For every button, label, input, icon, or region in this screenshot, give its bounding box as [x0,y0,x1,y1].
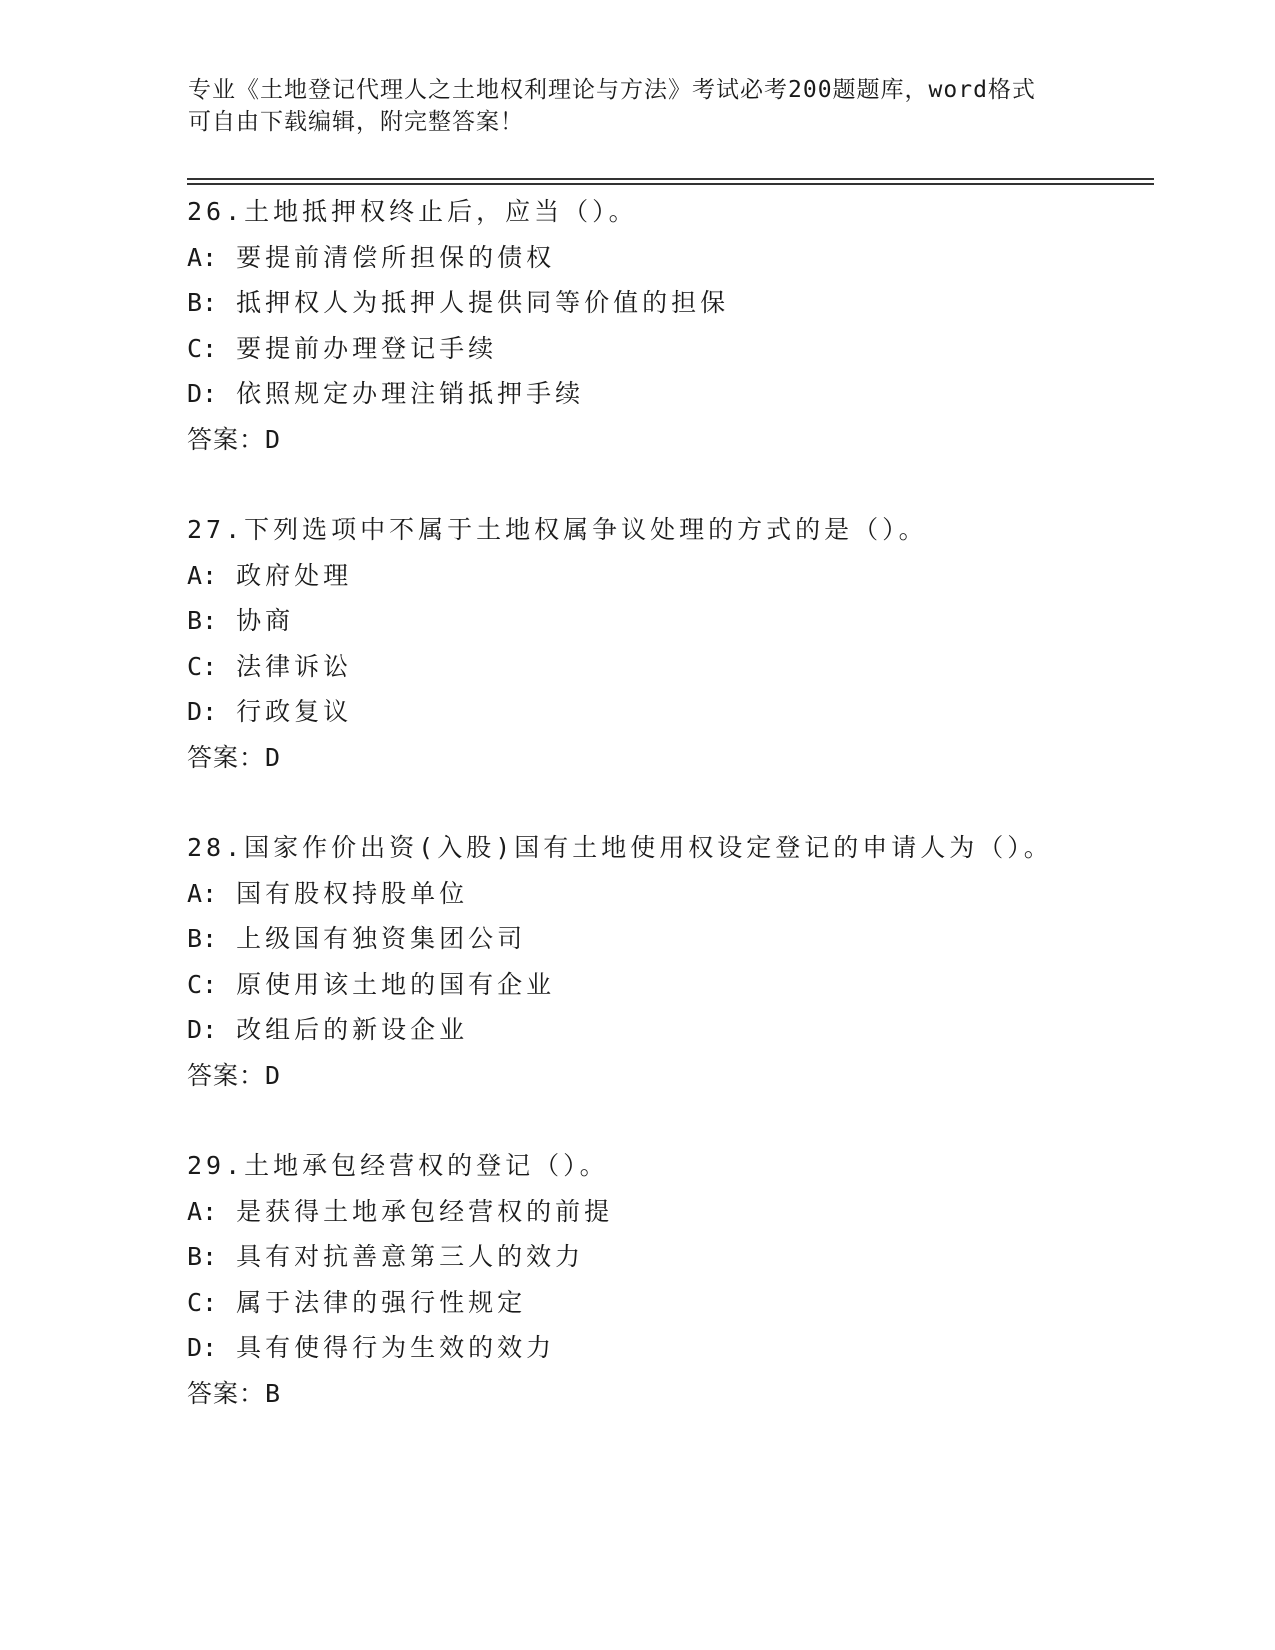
option-text: 改组后的新设企业 [236,1015,469,1044]
option-a [187,871,1147,917]
option-text: 属于法律的强行性规定 [236,1287,527,1317]
option-c [187,962,1147,1008]
question-stem: 27.下列选项中不属于土地权属争议处理的方式的是（）。 [187,515,928,544]
document-header [188,74,1088,138]
option-letter: D: [187,697,218,726]
header-divider-top [187,178,1154,180]
option-text: 具有对抗善意第三人的效力 [236,1242,585,1271]
header-divider-bottom [187,183,1154,185]
option-text: 上级国有独资集团公司 [236,924,527,953]
option-d [187,1325,1147,1371]
option-letter: B: [187,288,218,317]
option-text: 国有股权持股单位 [236,878,469,908]
option-text: 法律诉讼 [236,651,353,681]
option-letter: C: [187,969,218,999]
option-b [187,280,1147,326]
question-stem: 26.土地抵押权终止后，应当（）。 [187,197,638,226]
option-c [187,644,1147,690]
question-list [187,189,1147,1461]
question-27 [187,507,1147,780]
option-d [187,689,1147,735]
option-c [187,1280,1147,1326]
answer-line [187,1053,1147,1099]
answer-label: 答案： [187,1060,266,1090]
option-letter: C: [187,1287,218,1317]
option-d [187,1007,1147,1053]
option-letter: A: [187,878,218,908]
answer-line [187,735,1147,781]
option-letter: C: [187,333,218,363]
option-text: 原使用该土地的国有企业 [236,969,556,999]
option-letter: A: [187,560,218,590]
option-letter: D: [187,1333,218,1362]
option-letter: A: [187,1196,218,1226]
question-29 [187,1143,1147,1416]
option-text: 抵押权人为抵押人提供同等价值的担保 [236,288,730,317]
option-text: 依照规定办理注销抵押手续 [236,379,585,408]
option-letter: B: [187,924,218,953]
option-b [187,916,1147,962]
answer-value: B [265,1378,282,1408]
answer-line [187,1371,1147,1417]
option-b [187,1234,1147,1280]
option-text: 政府处理 [236,560,353,590]
question-stem: 29.土地承包经营权的登记（）。 [187,1151,609,1180]
header-line-1: 专业《土地登记代理人之土地权利理论与方法》考试必考200题题库，word格式 [188,77,1036,103]
answer-label: 答案： [187,742,266,772]
option-text: 是获得土地承包经营权的前提 [236,1196,614,1226]
option-c [187,326,1147,372]
option-text: 协商 [236,606,295,635]
question-stem: 28.国家作价出资(入股)国有土地使用权设定登记的申请人为（）。 [187,833,1053,862]
option-a [187,1189,1147,1235]
answer-label: 答案： [187,1378,266,1408]
answer-label: 答案： [187,424,266,454]
option-a [187,553,1147,599]
option-text: 要提前清偿所担保的债权 [236,242,556,272]
question-28 [187,825,1147,1098]
question-26 [187,189,1147,462]
header-line-2: 可自由下载编辑，附完整答案！ [188,109,524,135]
answer-value: D [265,424,282,454]
option-letter: B: [187,1242,218,1271]
option-letter: D: [187,379,218,408]
option-d [187,371,1147,417]
option-letter: C: [187,651,218,681]
answer-value: D [265,742,282,772]
option-text: 行政复议 [236,697,353,726]
option-letter: B: [187,606,218,635]
option-text: 具有使得行为生效的效力 [236,1333,556,1362]
option-letter: A: [187,242,218,272]
option-b [187,598,1147,644]
answer-line [187,417,1147,463]
option-a [187,235,1147,281]
answer-value: D [265,1060,282,1090]
option-text: 要提前办理登记手续 [236,333,498,363]
option-letter: D: [187,1015,218,1044]
